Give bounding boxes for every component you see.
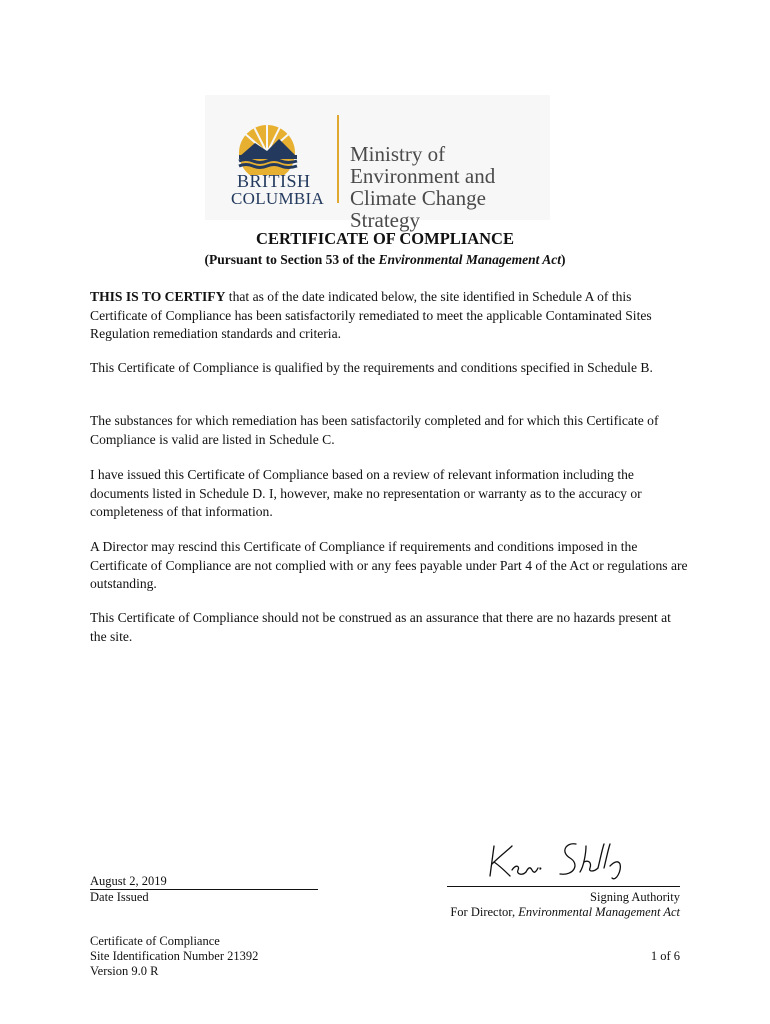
signature-line xyxy=(447,886,680,887)
footer-version: Version 9.0 R xyxy=(90,964,159,978)
paragraph-rescind: A Director may rescind this Certificate of Compliance if requirements and conditions imposed in the Certificate of Compliance are not complied with or any fees payable under Part 4 of the Act or regulations are outstanding. xyxy=(90,539,688,591)
certify-text: that as of the date indicated below, the site identified in Schedule A of this Certificate of Compliance has been satisfactorily remediated to meet the applicable Contaminated Sites Regulation remediation standards and criteria. xyxy=(90,289,652,341)
for-director-act: Environmental Management Act xyxy=(518,905,680,919)
ministry-logo xyxy=(205,95,550,232)
subtitle-prefix: (Pursuant to Section 53 of the xyxy=(204,252,379,267)
bc-sun-mountain-icon xyxy=(205,95,345,175)
logo-divider xyxy=(337,115,339,203)
for-director-prefix: For Director, xyxy=(450,905,519,919)
footer-site-id: Site Identification Number 21392 xyxy=(90,949,259,963)
signing-authority-label: Signing Authority xyxy=(590,890,680,904)
certificate-title: CERTIFICATE OF COMPLIANCE xyxy=(256,229,514,248)
ministry-line-1: Ministry of xyxy=(350,142,446,166)
ministry-line-2: Environment and xyxy=(350,164,496,188)
paragraph-qualified: This Certificate of Compliance is qualified by the requirements and conditions specified in Schedule B. xyxy=(90,360,653,375)
ministry-line-3: Climate Change Strategy xyxy=(350,186,486,232)
paragraph-certify xyxy=(90,288,690,344)
certificate-subtitle xyxy=(0,252,770,268)
paragraph-substances: The substances for which remediation has been satisfactorily completed and for which this Certificate of Compliance is valid are listed in Schedule C. xyxy=(90,413,659,447)
handwritten-signature xyxy=(480,832,640,884)
paragraph-review: I have issued this Certificate of Compliance based on a review of relevant information including the documents listed in Schedule D. I, however, make no representation or warranty as to the accuracy or completeness of that information. xyxy=(90,467,642,519)
certify-lead: THIS IS TO CERTIFY xyxy=(90,289,226,304)
logo-british: BRITISH xyxy=(237,171,311,191)
date-issued-value: August 2, 2019 xyxy=(90,874,318,890)
subtitle-suffix: ) xyxy=(561,252,566,267)
logo-columbia: COLUMBIA xyxy=(231,189,325,208)
footer-doc-name: Certificate of Compliance xyxy=(90,934,220,948)
date-issued-label: Date Issued xyxy=(90,890,149,904)
subtitle-act: Environmental Management Act xyxy=(378,252,562,267)
for-director-label xyxy=(450,905,680,920)
page-number: 1 of 6 xyxy=(650,949,680,963)
paragraph-assurance: This Certificate of Compliance should not be construed as an assurance that there are no hazards present at the site. xyxy=(90,610,671,644)
